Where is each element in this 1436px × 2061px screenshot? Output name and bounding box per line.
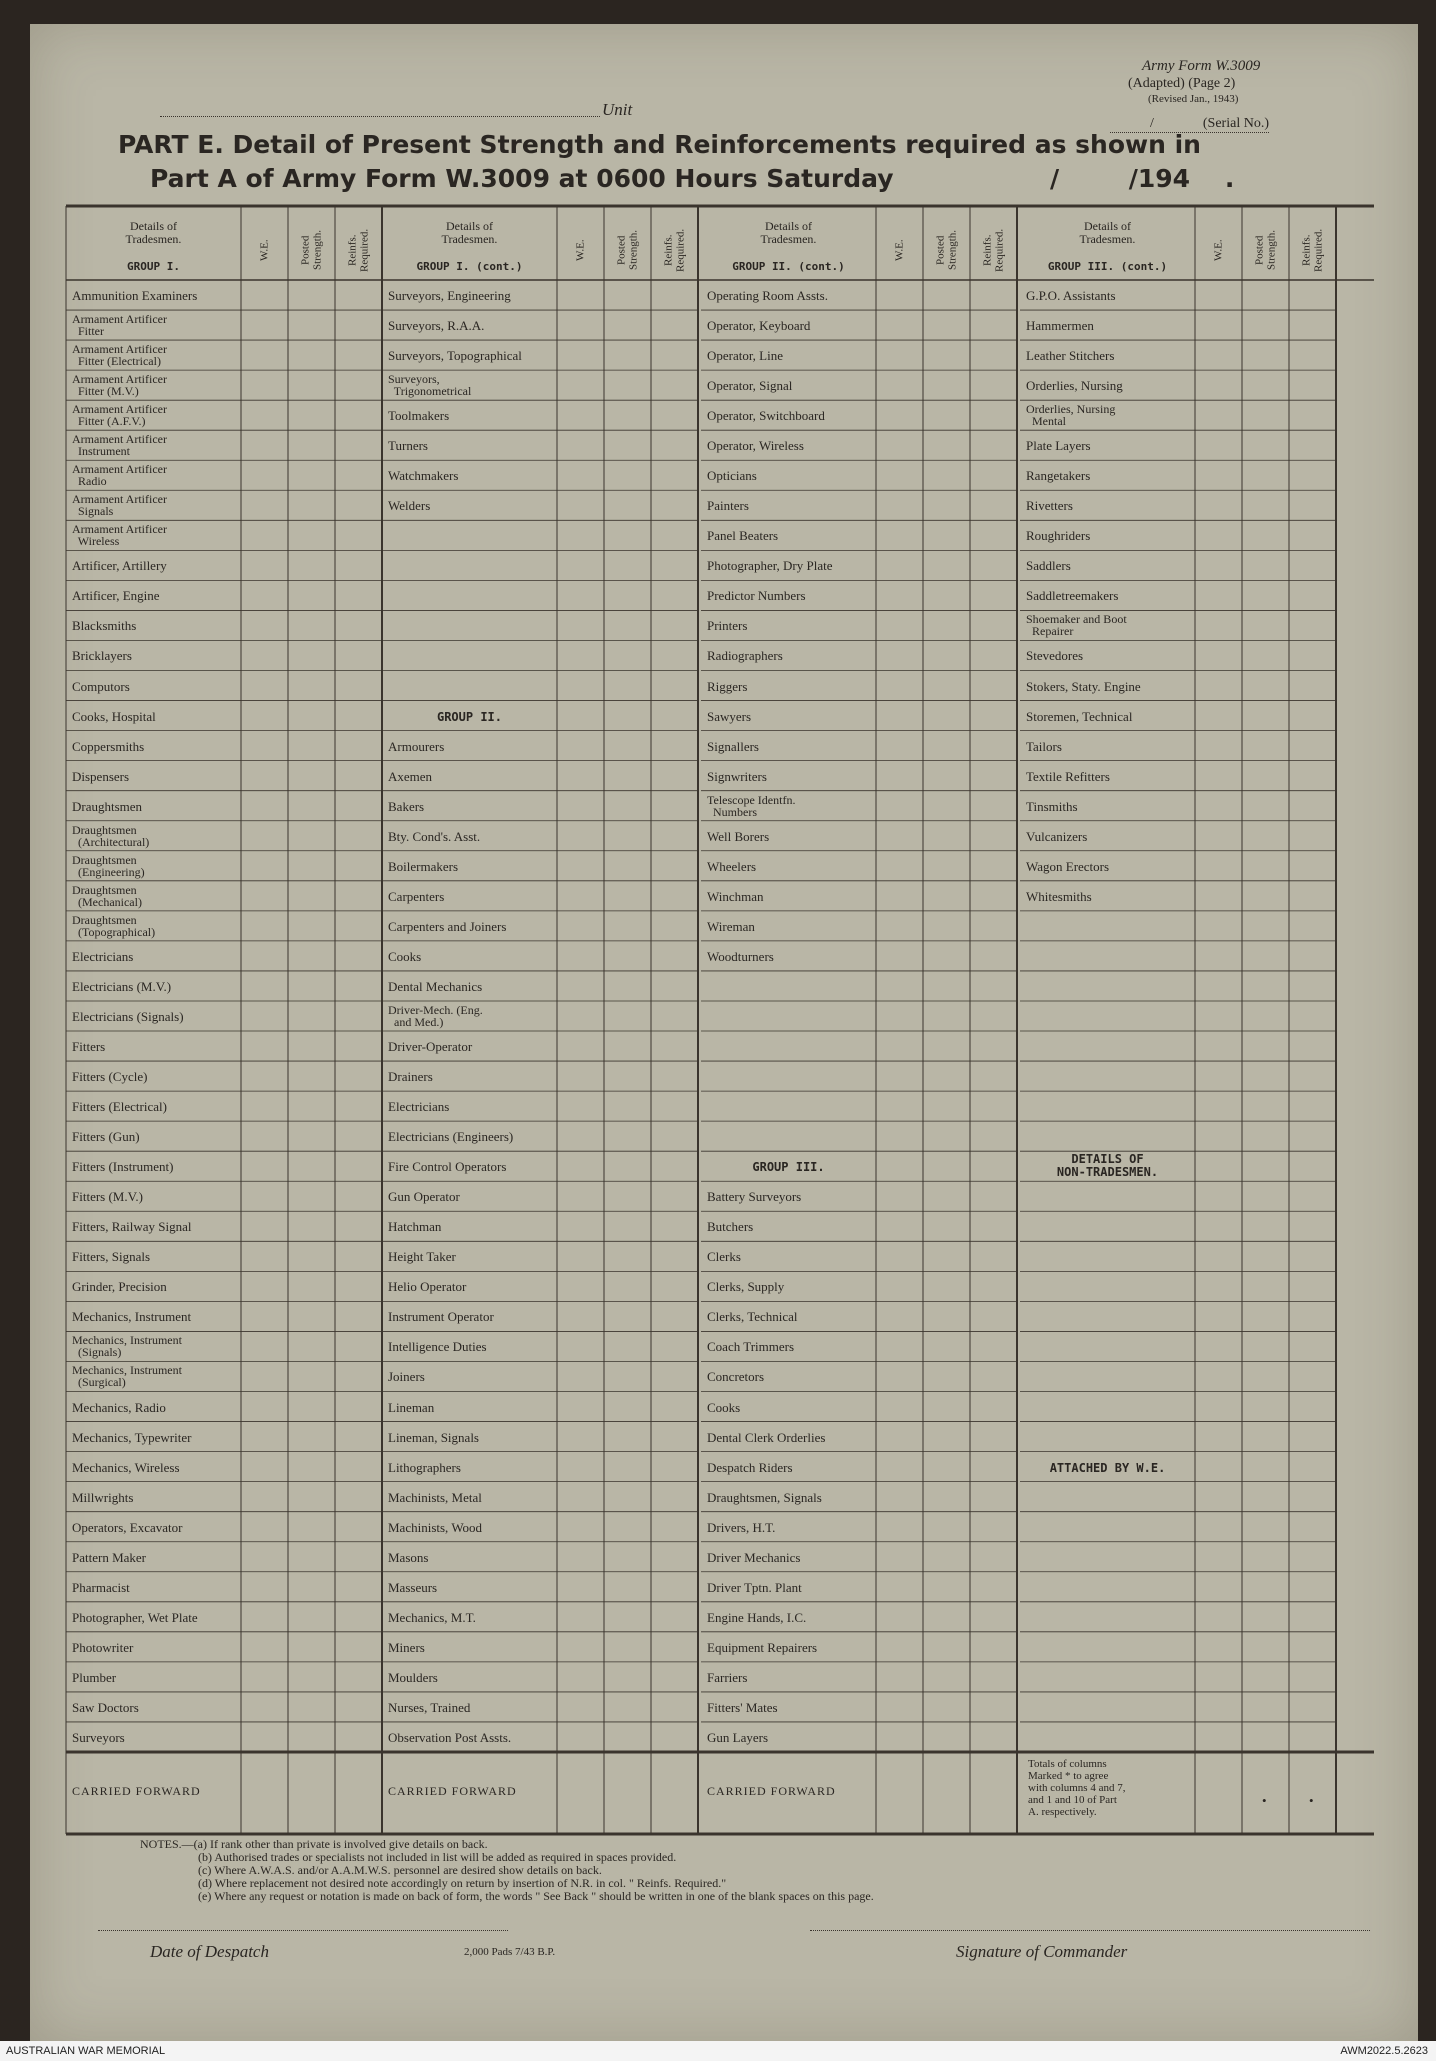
trade-name: Woodturners [707,948,774,964]
trade-name: Cooks, Hospital [72,708,156,724]
trade-name: Bakers [388,798,425,814]
revised-note: (Revised Jan., 1943) [1148,93,1239,105]
trade-name: Miners [388,1639,425,1655]
trade-name: Joiners [388,1369,425,1385]
note-c: Where A.W.A.S. and/or A.A.M.W.S. personnel are desired show details on back. [214,1863,602,1877]
note-b-label: (b) [198,1850,212,1864]
trade-name: Electricians (M.V.) [72,978,172,994]
trade-name: Millwrights [72,1489,134,1505]
trade-name: Mechanics, Instrument (Signals) [72,1333,182,1360]
date-of-despatch-label: Date of Despatch [150,1942,269,1961]
trade-name: Driver Mechanics [707,1549,801,1565]
caption-left: AUSTRALIAN WAR MEMORIAL [6,2045,166,2057]
trade-name: Butchers [707,1219,754,1235]
trade-name: Draughtsmen [72,798,143,814]
trade-name: Rangetakers [1026,468,1091,484]
trade-name: Sawyers [707,708,752,724]
we-header: W.E. [1212,239,1225,261]
trade-name: Lineman [388,1399,435,1415]
details-header: Details of Tradesmen. [760,219,817,246]
trade-name: Boilermakers [388,858,459,874]
trade-name: Bty. Cond's. Asst. [388,828,481,844]
total-star-marker: • [1309,1793,1314,1808]
trade-name: Clerks, Technical [707,1309,798,1325]
trade-name: Hammermen [1026,318,1094,334]
trade-name: Operators, Excavator [72,1519,183,1535]
trade-name: Moulders [388,1669,438,1685]
title-line-2: Part A of Army Form W.3009 at 0600 Hours Saturday [150,164,894,193]
caption-right: AWM2022.5.2623 [1340,2045,1428,2057]
trade-name: Observation Post Assts. [388,1729,512,1745]
trade-name: Draughtsmen, Signals [707,1489,822,1505]
trade-name: Surveyors, Topographical [388,348,522,364]
trade-name: Lithographers [388,1459,461,1475]
trade-name: Intelligence Duties [388,1339,487,1355]
note-d: Where replacement not desired note accordingly on return by insertion of N.R. in col. " Reinfs. Required." [214,1876,727,1890]
trade-name: Driver Tptn. Plant [707,1579,802,1595]
trade-name: Surveyors, Trigonometrical [388,372,472,399]
trade-name: Grinder, Precision [72,1279,167,1295]
trade-name: Helio Operator [388,1279,467,1295]
trade-name: Battery Surveyors [707,1189,802,1205]
carried-forward-label: CARRIED FORWARD [388,1784,517,1798]
trade-name: Draughtsmen (Mechanical) [72,882,142,909]
trade-name: Storemen, Technical [1026,708,1133,724]
trade-name: Orderlies, Nursing Mental [1026,402,1116,429]
trade-name: Plate Layers [1026,438,1091,454]
trade-name: Armament Artificer Instrument [72,432,167,459]
group-label: ATTACHED BY W.E. [1049,1460,1166,1475]
trade-name: Shoemaker and Boot Repairer [1026,612,1127,639]
group-header: GROUP I. (cont.) [416,260,523,273]
trade-name: Fitters (Instrument) [72,1159,174,1175]
trade-name: Dental Mechanics [388,978,483,994]
trade-name: Coppersmiths [72,738,145,754]
trade-name: Signwriters [707,768,767,784]
trade-name: Farriers [707,1669,748,1685]
trade-name: Wireman [707,918,755,934]
trade-name: Mechanics, M.T. [388,1609,476,1625]
trade-name: Whitesmiths [1026,888,1092,904]
trade-name: Fitters, Signals [72,1249,151,1265]
trade-name: Masseurs [388,1579,438,1595]
trade-name: Watchmakers [388,468,459,484]
title-date: / /194 . [1050,164,1235,193]
trade-name: Machinists, Metal [388,1489,482,1505]
note-c-label: (c) [198,1863,212,1877]
trade-name: Photographer, Dry Plate [707,558,833,574]
trade-name: Operator, Line [707,348,784,364]
trade-name: Operator, Signal [707,378,793,394]
trade-name: Fitters, Railway Signal [72,1219,192,1235]
details-header: Details of Tradesmen. [125,219,182,246]
notes-label: NOTES.—(a) [140,1837,207,1851]
trade-name: Saddlers [1026,558,1071,574]
trade-name: Surveyors [72,1729,125,1745]
trade-name: Telescope Identfn. Numbers [707,792,796,819]
trade-name: Saw Doctors [72,1699,139,1715]
posted-header: Posted Strength. [1253,229,1278,271]
trade-name: Concretors [707,1369,765,1385]
trade-name: Photographer, Wet Plate [72,1609,198,1625]
trade-name: Axemen [388,768,433,784]
table-grid [30,24,1418,1924]
trade-name: Clerks, Supply [707,1279,785,1295]
trade-name: Fire Control Operators [388,1159,507,1175]
trade-name: Fitters' Mates [707,1699,778,1715]
trade-name: Tinsmiths [1026,798,1078,814]
title-line-1: PART E. Detail of Present Strength and Reinforcements required as shown in [118,130,1201,159]
trade-name: Wheelers [707,858,757,874]
group-header: GROUP I. [127,260,180,273]
despatch-line[interactable] [98,1930,508,1931]
trade-name: Opticians [707,468,757,484]
trade-name: Textile Refitters [1026,768,1110,784]
trade-name: Turners [388,438,428,454]
trade-name: Radiographers [707,648,783,664]
trade-name: Armament Artificer Radio [72,462,167,489]
trade-name: Drainers [388,1069,433,1085]
trade-name: Height Taker [388,1249,456,1265]
adapted-note: (Adapted) (Page 2) [1128,76,1236,91]
trade-name: Stevedores [1026,648,1084,664]
trade-name: Artificer, Engine [72,588,160,604]
trade-name: Masons [388,1549,429,1565]
trade-name: Surveyors, R.A.A. [388,318,485,334]
trade-name: Bricklayers [72,648,132,664]
trade-name: Riggers [707,678,748,694]
trade-name: Nurses, Trained [388,1699,471,1715]
trade-name: Despatch Riders [707,1459,793,1475]
reinfs-header: Reinfs. Required. [981,228,1006,272]
trade-name: Surveyors, Engineering [388,288,511,303]
trade-name: Mechanics, Radio [72,1399,166,1415]
trade-name: Operator, Keyboard [707,318,811,334]
signature-label: Signature of Commander [956,1942,1128,1961]
trade-name: Toolmakers [388,408,450,424]
reinfs-header: Reinfs. Required. [1300,228,1325,272]
trade-name: Carpenters and Joiners [388,918,507,934]
group-header: GROUP III. (cont.) [1047,260,1168,273]
trade-name: Predictor Numbers [707,588,806,604]
trade-name: Armament Artificer Fitter [72,312,167,339]
trade-name: Draughtsmen (Engineering) [72,852,145,879]
we-header: W.E. [258,239,271,261]
trade-name: Computors [72,678,130,694]
trade-name: Rivetters [1026,498,1073,514]
trade-name: Winchman [707,888,764,904]
trade-name: Engine Hands, I.C. [707,1609,807,1625]
total-star-marker: • [1262,1793,1267,1808]
trade-name: Draughtsmen (Architectural) [72,822,150,849]
trade-name: Armament Artificer Signals [72,492,167,519]
note-b: Authorised trades or specialists not included in list will be added as required in spaces provided. [214,1850,677,1864]
trade-name: Equipment Repairers [707,1639,818,1655]
trade-name: Machinists, Wood [388,1519,483,1535]
trade-name: Mechanics, Typewriter [72,1429,192,1445]
form-page [30,24,1418,2042]
trade-name: Coach Trimmers [707,1339,795,1355]
trade-name: Photowriter [72,1639,134,1655]
trade-name: G.P.O. Assistants [1026,288,1116,303]
note-e: Where any request or notation is made on back of form, the words " See Back " should be written in one of the blank spaces on this page. [214,1889,874,1903]
we-header: W.E. [893,239,906,261]
trade-name: Armament Artificer Fitter (M.V.) [72,372,167,399]
details-header: Details of Tradesmen. [1079,219,1136,246]
trade-name: Saddletreemakers [1026,588,1119,604]
trade-name: Armourers [388,738,445,754]
trade-name: Operator, Wireless [707,438,804,454]
carried-forward-label: CARRIED FORWARD [72,1784,201,1798]
serial-field[interactable]: / (Serial No.) [1110,116,1269,133]
posted-header: Posted Strength. [934,229,959,271]
trade-name: Well Borers [707,828,770,844]
note-e-label: (e) [198,1889,212,1903]
note-d-label: (d) [198,1876,212,1890]
trade-name: Operator, Switchboard [707,408,825,424]
trade-name: Mechanics, Instrument [72,1309,192,1325]
trade-name: Tailors [1026,738,1062,754]
trade-name: Artificer, Artillery [72,558,167,574]
totals-note: Totals of columns Marked * to agree with columns 4 and 7, and 1 and 10 of Part A. respectively. [1028,1758,1126,1818]
trade-name: Driver-Mech. (Eng. and Med.) [388,1002,483,1029]
trade-name: Gun Operator [388,1189,460,1205]
trade-name: Mechanics, Wireless [72,1459,180,1475]
trade-name: Dispensers [72,768,130,784]
trade-name: Wagon Erectors [1026,858,1110,874]
trade-name: Blacksmiths [72,618,137,634]
signature-line[interactable] [810,1930,1370,1931]
trade-name: Painters [707,498,749,514]
trade-name: Stokers, Staty. Engine [1026,678,1141,694]
trade-name: Draughtsmen (Topographical) [72,912,156,939]
unit-label: Unit [602,100,633,119]
posted-header: Posted Strength. [615,229,640,271]
trade-name: Electricians [388,1099,450,1115]
trade-name: Armament Artificer Fitter (Electrical) [72,342,167,369]
trade-name: Gun Layers [707,1729,769,1745]
trade-name: Drivers, H.T. [707,1519,776,1535]
printer-note: 2,000 Pads 7/43 B.P. [464,1946,556,1958]
trade-name: Fitters (M.V.) [72,1189,143,1205]
trade-name: Driver-Operator [388,1039,473,1055]
trade-name: Armament Artificer Fitter (A.F.V.) [72,402,167,429]
notes [140,1838,874,1903]
trade-name: Dental Clerk Orderlies [707,1429,826,1445]
trade-name: Fitters [72,1039,106,1055]
trade-name: Operating Room Assts. [707,288,828,303]
trade-name: Fitters (Electrical) [72,1099,167,1115]
trade-name: Printers [707,618,748,634]
note-a: If rank other than private is involved give details on back. [209,1837,488,1851]
trade-name: Electricians [72,948,134,964]
trade-name: Signallers [707,738,759,754]
trade-name: Panel Beaters [707,528,779,544]
trade-name: Plumber [72,1669,117,1685]
trade-name: Lineman, Signals [388,1429,479,1445]
trade-name: Leather Stitchers [1026,348,1115,364]
group-label: DETAILS OF NON-TRADESMEN. [1056,1152,1159,1180]
army-form-number: Army Form W.3009 [1142,58,1261,74]
trade-name: Instrument Operator [388,1309,494,1325]
group-label: GROUP III. [752,1160,825,1175]
posted-header: Posted Strength. [299,229,324,271]
group-header: GROUP II. (cont.) [732,260,845,273]
trade-name: Ammunition Examiners [72,288,198,303]
trade-name: Roughriders [1026,528,1091,544]
trade-name: Pattern Maker [72,1549,147,1565]
we-header: W.E. [574,239,587,261]
reinfs-header: Reinfs. Required. [662,228,687,272]
trade-name: Fitters (Cycle) [72,1069,148,1085]
group-label: GROUP II. [436,709,503,724]
reinfs-header: Reinfs. Required. [346,228,371,272]
trade-name: Clerks [707,1249,741,1265]
trade-name: Cooks [388,948,422,964]
details-header: Details of Tradesmen. [441,219,498,246]
trade-name: Fitters (Gun) [72,1129,140,1145]
trade-name: Orderlies, Nursing [1026,378,1123,394]
trade-name: Electricians (Engineers) [388,1129,514,1145]
trade-name: Carpenters [388,888,445,904]
trade-name: Welders [388,498,431,514]
carried-forward-label: CARRIED FORWARD [707,1784,836,1798]
trade-name: Cooks [707,1399,741,1415]
trade-name: Hatchman [388,1219,442,1235]
trade-name: Pharmacist [72,1579,130,1595]
trade-name: Vulcanizers [1026,828,1088,844]
archive-caption [0,2041,1436,2061]
trade-name: Armament Artificer Wireless [72,522,167,549]
trade-name: Electricians (Signals) [72,1008,184,1024]
trade-name: Mechanics, Instrument (Surgical) [72,1363,182,1390]
